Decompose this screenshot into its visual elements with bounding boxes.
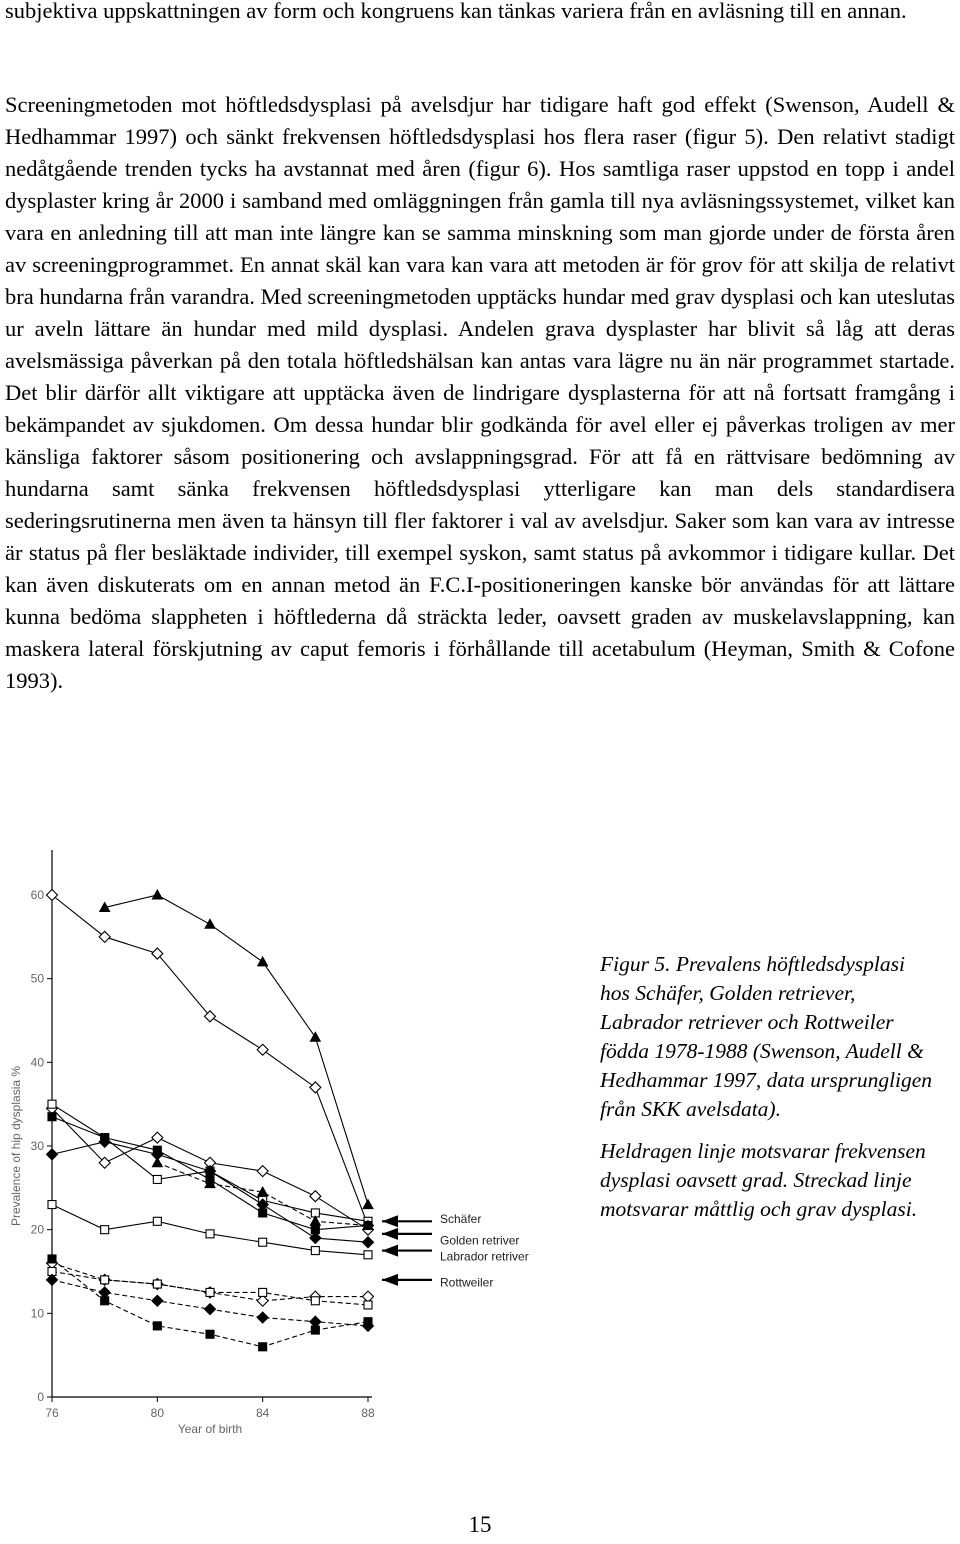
hip-dysplasia-chart [0,850,560,1440]
data-point [259,1343,267,1351]
data-point [48,1113,56,1121]
data-point [205,1304,216,1315]
data-point [258,957,268,966]
legend-arrow-head [382,1274,398,1286]
data-point [48,1201,56,1209]
data-point [363,1200,373,1209]
series-g [48,1201,372,1259]
data-point [311,1247,319,1255]
data-point [364,1318,372,1326]
legend-arrow-head [382,1215,398,1227]
data-point [311,1297,319,1305]
y-tick-label: 10 [30,1306,44,1321]
series-i [47,1258,374,1307]
data-point [310,1216,320,1225]
series-k [47,1274,374,1331]
data-point [206,1288,214,1296]
data-point [47,890,58,901]
paragraph-continued: subjektiva uppskattningen av form och kongruens kan tänkas variera från en avläsning till en annan. [5,0,907,23]
data-point [259,1238,267,1246]
series-a [100,890,373,1209]
data-point [364,1251,372,1259]
legend-item [382,1274,493,1290]
data-point [99,931,110,942]
y-tick-label: 50 [30,971,44,986]
paragraph-screening: Screeningmetoden mot höftledsdysplasi på avelsdjur har tidigare haft god effekt (Swenson, Audell & Hedhammar 1997) och sänkt frekvensen höftledsdysplasi hos flera raser (figur 5). Den relativt stadigt nedåtgående trenden tycks ha avstannat med åren (figur 6). Hos samtliga raser uppstod en topp i andel dysplaster kring år 2000 i samband med omläggningen från gamla till nya avläsningssystemet, vilket kan vara en anledning till att man inte längre kan se samma minskning som man gjorde under de första åren av screeningprogrammet. En annat skäl kan vara kan vara att metoden är för grov för att skilja de relativt bra hundarna från varandra. Med screeningmetoden upptäcks hundar med grav dysplasi och kan uteslutas ur aveln lättare än hundar med mild dysplasi. Andelen grava dysplaster har blivit så låg att deras avelsmässiga påverkan på den totala höftledshälsan kan antas vara lägre nu än när programmet startade. Det blir därför allt viktigare att upptäcka även de lindrigare dysplasterna för att nå fortsatt framgång i bekämpandet av sjukdomen. Om dessa hundar blir godkända för avel eller ej påverkas troligen av mer känsliga faktorer såsom positionering och avslappningsgrad. För att få en rättvisare bedömning av hundarna samt sänka frekvensen höftledsdysplasi ytterligare kan man dels standardisera sederingsrutinerna men även ta hänsyn till fler faktorer i val av avelsdjur. Saker som kan vara av intresse är status på fler besläktade individer, till exempel syskon, samt status på avkommor i tidigare kullar. Det kan även diskuterats om en annan metod än F.C.I-positioneringen kanske bör användas för att lättare kunna bedöma slappheten i höftlederna då sträckta leder, oavsett graden av muskelavslappning, kan maskera lateral förskjutning av caput femoris i förhållande till acetabulum (Heyman, Smith & Cofone 1993). [5,92,955,693]
legend-item [382,1228,519,1248]
legend-item [382,1212,481,1227]
data-point [364,1301,372,1309]
data-point [153,1280,161,1288]
legend-label: Labrador retriver [440,1249,529,1264]
data-point [152,890,162,899]
chart-series [47,890,374,1351]
legend-label: Golden retriver [440,1233,520,1248]
caption-note: Heldragen linje motsvarar frekvensen dysplasi oavsett grad. Streckad linje motsvarar måttlig och grav dysplasi. [600,1139,926,1221]
caption-title: Figur 5. Prevalens höftledsdysplasi hos Schäfer, Golden retriever, Labrador retriever och Rottweiler födda 1978-1988 (Swenson, Audell & Hedhammar 1997, data ursprungligen från SKK avelsdata). [600,952,933,1121]
data-point [152,1295,163,1306]
x-tick-label: 88 [361,1406,375,1420]
data-point [152,1132,163,1143]
data-point [257,1044,268,1055]
data-point [206,1330,214,1338]
data-point [310,1082,321,1093]
data-point [48,1100,56,1108]
chart-legend [382,1212,529,1290]
y-tick-label: 0 [37,1390,44,1404]
y-tick-label: 30 [30,1139,44,1153]
data-point [259,1288,267,1296]
y-tick-label: 20 [30,1222,44,1237]
chart-axes [9,850,375,1436]
x-tick-label: 80 [150,1406,165,1420]
data-point [48,1255,56,1263]
data-point [310,1191,321,1202]
x-axis-label: Year of birth [177,1422,243,1436]
data-point [311,1326,319,1334]
legend-arrow-head [382,1245,398,1257]
legend-label: Rottweiler [440,1275,494,1290]
figure-caption [600,950,935,1224]
series-line [105,895,368,1205]
legend-arrow-head [382,1228,398,1240]
data-point [101,1226,109,1234]
data-point [257,1312,268,1323]
data-point [101,1276,109,1284]
data-point [257,1166,268,1177]
x-tick-label: 76 [45,1406,59,1420]
data-point [363,1237,374,1248]
data-point [153,1322,161,1330]
x-tick-label: 84 [255,1406,270,1420]
y-tick-label: 60 [30,888,44,902]
page-number: 15 [468,1512,492,1537]
data-point [206,1230,214,1238]
data-point [47,1149,58,1160]
series-j [48,1268,372,1309]
data-point [153,1217,161,1225]
data-point [310,1032,320,1041]
y-axis-label: Prevalence of hip dysplasia % [9,1065,23,1227]
data-point [101,1297,109,1305]
data-point [152,1158,162,1167]
y-tick-label: 40 [30,1055,44,1070]
legend-label: Schäfer [440,1211,482,1226]
data-point [205,919,215,928]
data-point [153,1175,161,1183]
